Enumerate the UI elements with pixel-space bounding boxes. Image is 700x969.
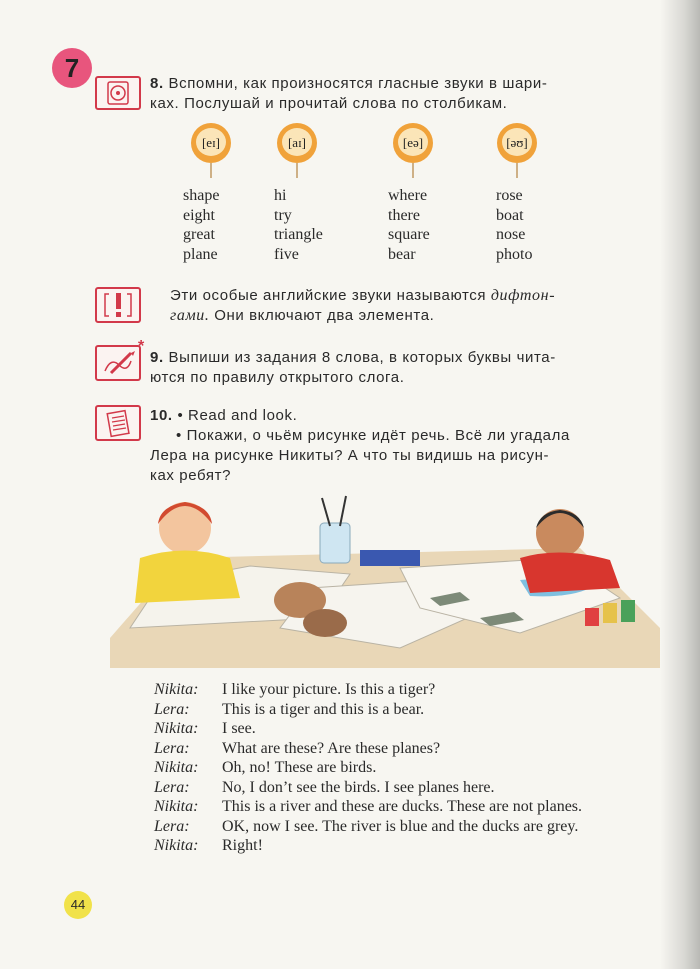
speaker: Lera: (154, 778, 190, 796)
balloon-ou (494, 122, 540, 178)
exercise-9-number: 9. (150, 349, 164, 366)
dialogue-line (154, 758, 654, 778)
dialogue-line (154, 739, 654, 759)
exercise-8-line1: Вспомни, как произносятся гласные звуки в шари- (168, 75, 548, 92)
speaker: Lera: (154, 700, 190, 718)
speaker: Nikita: (154, 837, 199, 854)
balloon-ea (390, 122, 436, 178)
word: great (183, 226, 215, 243)
word-column-ea (388, 186, 430, 264)
exclamation-icon (95, 287, 141, 323)
line-text: I like your picture. Is this a tiger? (222, 681, 436, 698)
exercise-10-line3: Лера на рисунке Никиты? А что ты видишь на рисун- (150, 447, 550, 464)
line-text: This is a tiger and this is a bear. (222, 700, 425, 718)
word: rose (496, 187, 523, 204)
balloon-ai (274, 122, 320, 178)
exercise-8-line2: ках. Послушай и прочитай слова по столбикам. (150, 95, 508, 112)
note-line2: Они включают два элемента. (209, 307, 435, 324)
word: square (388, 226, 430, 243)
speaker: Nikita: (154, 759, 199, 776)
dialogue-line (154, 836, 654, 856)
notebook-icon (95, 405, 141, 441)
speaker: Lera: (154, 817, 190, 835)
word: nose (496, 226, 526, 243)
line-text: What are these? Are these planes? (222, 739, 441, 757)
word: eight (183, 206, 215, 224)
exercise-10-line1: • Read and look. (177, 407, 298, 424)
speaker: Nikita: (154, 720, 199, 737)
word: five (274, 245, 299, 263)
balloon-ei-label: [eɪ] (201, 135, 221, 150)
exercise-9-line1: Выпиши из задания 8 слова, в которых буквы чита- (168, 349, 556, 366)
word: try (274, 206, 292, 224)
exercise-10-number: 10. (150, 407, 173, 424)
dialogue-line (154, 817, 654, 837)
dialogue-line (154, 797, 654, 817)
dialogue-line (154, 680, 654, 700)
note-line1: Эти особые английские звуки называются (170, 287, 491, 304)
line-text: OK, now I see. The river is blue and the ducks are grey. (222, 817, 579, 835)
note-term-part2: гами. (170, 307, 210, 324)
speaker: Lera: (154, 739, 190, 757)
dialogue-line (154, 700, 654, 720)
dialogue-line (154, 719, 654, 739)
dialogue-line (154, 778, 654, 798)
word-column-ei (183, 186, 219, 264)
exercise-8-number: 8. (150, 75, 164, 92)
word: hi (274, 187, 287, 204)
dialogue (154, 680, 654, 856)
word: shape (183, 187, 220, 204)
page-fold-shadow (660, 0, 700, 969)
asterisk-icon: * (138, 338, 145, 355)
balloon-ou-label: [əʊ] (506, 135, 528, 150)
word: photo (496, 245, 533, 263)
line-text: No, I don’t see the birds. I see planes here. (222, 778, 495, 796)
pen-icon (95, 345, 141, 381)
exercise-10-line4: ках ребят? (150, 467, 232, 484)
balloon-ai-label: [aɪ] (287, 135, 307, 150)
note-term-part1: дифтон- (490, 287, 556, 304)
balloon-ea-label: [eə] (402, 135, 424, 150)
word: triangle (274, 226, 323, 243)
children-drawing-illustration (100, 488, 660, 668)
word: bear (388, 245, 416, 263)
line-text: Right! (222, 837, 263, 854)
word-column-ou (496, 186, 532, 264)
word: there (388, 206, 420, 224)
exercise-9-instruction (150, 348, 650, 388)
speaker: Nikita: (154, 798, 199, 815)
speaker: Nikita: (154, 681, 199, 698)
word: boat (496, 206, 524, 224)
word-column-ai (274, 186, 323, 264)
disc-icon (95, 76, 141, 110)
page-number: 44 (64, 891, 92, 919)
line-text: This is a river and these are ducks. These are not planes. (222, 798, 583, 815)
exercise-8-instruction (150, 74, 650, 114)
exercise-9-line2: ются по правилу открытого слога. (150, 369, 405, 386)
exercise-10-instruction (150, 406, 650, 486)
word: where (388, 187, 428, 204)
lesson-number-badge: 7 (52, 48, 92, 88)
line-text: Oh, no! These are birds. (222, 759, 377, 776)
exercise-10-line2: • Покажи, о чьём рисунке идёт речь. Всё ли угадала (176, 427, 570, 444)
line-text: I see. (222, 720, 256, 737)
diphthong-note (170, 286, 650, 326)
word: plane (183, 245, 218, 263)
balloon-ei (188, 122, 234, 178)
